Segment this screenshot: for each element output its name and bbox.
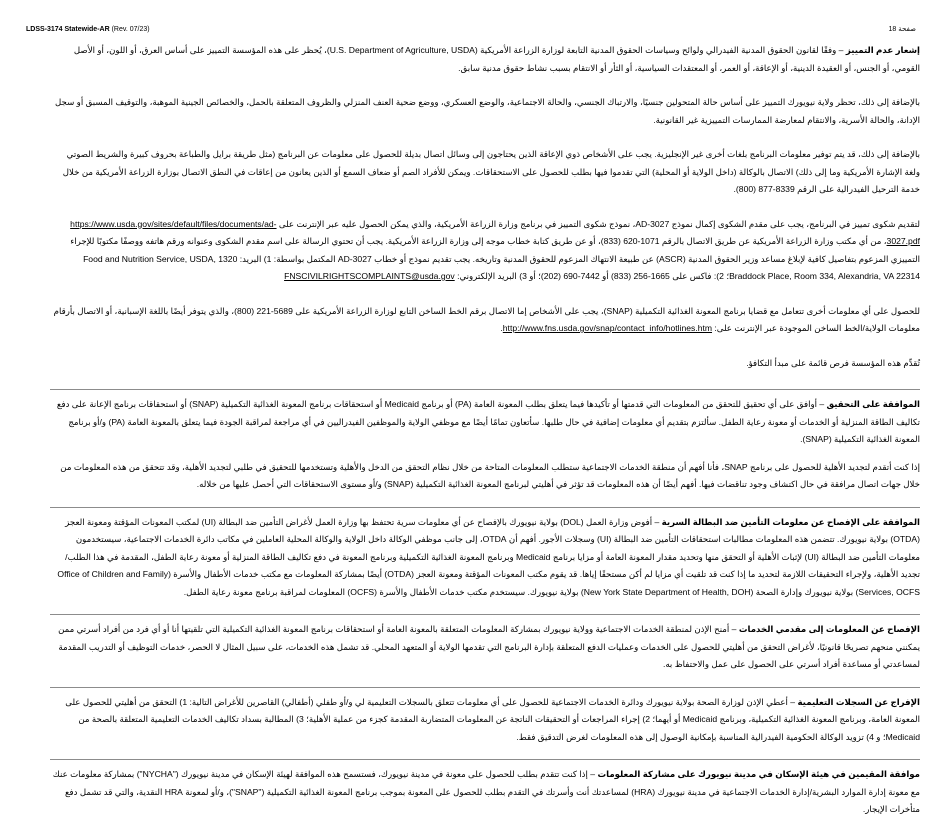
- provider-disclosure-text: – أمنح الإذن لمنطقة الخدمات الاجتماعية وولاية نيويورك بمشاركة المعلومات المتعلقة بالمعونة العامة أو استحقاقات برنامج المعونة الغذائية التكميلية التي تلقيتها أنا أو أي فرد من أفراد أسرتي ممن يمكنني منحهم تصريحًا قانونيًا، لأغراض التحقق من أهليتي للحصول على الخدمات وعمليات الدفع المتعلقة بإدارة البرنامج التي تقدمها الولاية أو المتعهد المحلي. قد تشمل هذه الخدمات، على سبيل المثال لا الحصر، خدمات التوظيف أو التدريب المقدمة لمساعدتي أو مساعدة أفراد أسرتي على الحصول على عمل والاحتفاظ به.: [58, 624, 920, 669]
- ui-disclosure-section: [50, 514, 920, 602]
- verification-consent-section: [50, 396, 920, 494]
- snap-hotlines-link[interactable]: http://www.fns.usda.gov/snap/contact_info/hotlines.htm: [502, 323, 713, 333]
- ad3027-form-link[interactable]: https://www.usda.gov/sites/default/files/documents/ad-3027.pdf: [70, 218, 920, 246]
- equal-opportunity-statement: تُقدِّم هذه المؤسسة فرص قائمة على مبدأ التكافؤ.: [746, 357, 920, 368]
- nondiscrimination-text: – وفقًا لقانون الحقوق المدنية الفيدرالي ولوائح وسياسات الحقوق المدنية التابعة لوزارة الزراعة الأمريكية (U.S. Department of Agriculture, USDA)، يُحظر على هذه المؤسسة التمييز على أساس العرق، أو اللون، أو الأصل القومي، أو الجنس، أو العقيدة الدينية، أو الإعاقة، أو العمر، أو المعتقدات السياسية، أو الثأر أو الانتقام بسبب نشاط حقوق مدنية سابق.: [73, 45, 920, 73]
- verification-consent-heading: الموافقة على التحقيق: [826, 399, 920, 409]
- ui-disclosure-paragraph: [50, 514, 920, 602]
- section-divider: [50, 389, 920, 390]
- form-identifier: [26, 24, 150, 36]
- education-records-text: – أعطي الإذن لوزارة الصحة بولاية نيويورك ودائرة الخدمات الاجتماعية للحصول على أي معلومات تتعلق بالسجلات التعليمية لي و/أو طفلي (أطفالي) القاصرين للأغراض التالية: 1) التحقق من أهليتي للحصول على المعونة العامة، وبرنامج المعونة الغذائية التكميلية، وبرنامج Medicaid أو أيهما؛ 2) إجراء المراجعات أو التحقيقات الناتجة عن المعلومات المتضاربة المقدمة كجزء من عملية الأهلية؛ 3) المطالبة بسداد تكاليف الخدمات التعليمية المتعلقة بالصحة من Medicaid؛ و 4) تزويد الوكالة الحكومية الفيدرالية المناسبة بإمكانية الوصول إلى هذه المعلومات لغرض التدقيق فقط.: [65, 696, 920, 742]
- ui-disclosure-heading: الموافقة على الإفصاح عن معلومات التأمين ضد البطالة السرية: [661, 516, 920, 527]
- snap-hotline-paragraph: [50, 303, 920, 338]
- verification-consent-paragraph: [50, 396, 920, 449]
- snap-hotline-text-1: للحصول على أي معلومات أخرى تتعامل مع قضايا برنامج المعونة الغذائية التكميلية (SNAP)، يجب على الأشخاص إما الاتصال برقم الخط الساخن التابع لوزارة الزراعة الأمريكية على 5689-221 (800)، والذي يتوفر أيضًا باللغة الإسبانية، أو الاتصال بأرقام معلومات الولاية/الخط الساخن الموجودة عبر الإنترنت على:: [53, 305, 920, 333]
- languages-accessibility-paragraph: بالإضافة إلى ذلك، قد يتم توفير معلومات البرنامج بلغات أخرى غير الإنجليزية. يجب على الأشخاص ذوي الإعاقة الذين يحتاجون إلى وسائل اتصال بديلة للحصول على معلومات عن البرنامج (مثل طريقة برايل والطباعة بحروف كبيرة والشريط الصوتي ولغة الإشارة الأمريكية وما إلى ذلك) الاتصال بالوكالة (داخل الولاية أو المحلية) التي تقدموا فيها بطلب للحصول على الاستحقاقات. ويمكن للأفراد الصم أو ضعاف السمع أو الذين يعانون من إعاقات في النطق الاتصال بوزارة الزراعة الأمريكية من خلال خدمة الترحيل الفيدرالية على الرقم 8339-877 (800).: [62, 149, 920, 194]
- complaint-text-1: لتقديم شكوى تمييز في البرنامج، يجب على مقدم الشكوى إكمال نموذج AD-3027، نموذج شكوى التمييز في برنامج وزارة الزراعة الأمريكية، والذي يمكن الحصول عليه عبر الإنترنت على: [276, 218, 920, 229]
- section-divider: [50, 507, 920, 508]
- nycha-consent-text: – إذا كنت تتقدم بطلب للحصول على معونة في مدينة نيويورك، فستسمح هذه الموافقة لهيئة الإسكان في مدينة نيويورك ("NYCHA") بمشاركة معلومات عنك مع معونة إدارة الموارد البشرية/إدارة الخدمات الاجتماعية في مدينة نيويورك (HRA) لمساعدتك أنت وأسرتك في التقدم بطلب للحصول على المعونة بموجب برنامج المعونة الغذائية التكميلية ("SNAP")، و/أو لمعونة HRA النقدية، والتي قد تشمل دفع متأخرات الإيجار.: [52, 769, 920, 814]
- complaint-paragraph: [50, 216, 920, 286]
- education-records-paragraph: [50, 694, 920, 747]
- snap-hotline-text-2: .: [500, 323, 503, 333]
- nycha-consent-heading: موافقة المقيمين في هيئة الإسكان في مدينة نيويورك على مشاركة المعلومات: [597, 769, 920, 779]
- ui-disclosure-text: – أفوض وزارة العمل (DOL) بولاية نيويورك بالإفصاح عن أي معلومات سرية تحتفظ بها وزارة العمل لأغراض التأمين ضد البطالة (UI) لمكتب المعونات المؤقتة ومعونة العجز (OTDA) بولاية نيويورك. تتضمن هذه المعلومات مطالبات استحقاقات التأمين ضد البطالة (UI) وسجلات الأجور. أفهم أن OTDA، إلى جانب موظفي الوكالة داخل الولاية والوكالة المحلية العاملين في مكاتب دائرة الخدمات الاجتماعية، سيستخدمون معلومات التأمين ضد البطالة (UI) لإثبات الأهلية أو التحقق منها وتحديد مقدار المعونة العامة أو مزايا برنامج Medicaid وبرنامج المعونة الغذائية التكميلية وبرنامج المعونة في دفع تكاليف الطاقة المنزلية أو معونة رعاية الطفل، المقدمة في هذا الطلب/تجديد الأهلية، ولإجراء التحقيقات اللازمة لتحديد ما إذا كنت قد تلقيت أي مزايا لم أكن مستحقًا إياها. قد يقوم مكتب المعونات المؤقتة ومعونة العجز (OTDA) أيضًا بمشاركة المعلومات مع مكتب خدمات الأطفال والأسرة (Office of Children and Family Services, OCFS) بولاية نيويورك وإدارة الصحة (New York State Department of Health, DOH) بولاية نيويورك. سيستخدم مكتب خدمات الأطفال والأسرة (OCFS) المعلومات لمراقبة برنامج معونة رعاية الطفل.: [57, 516, 920, 597]
- mail-address: Food and Nutrition Service, USDA, 1320 Braddock Place, Room 334, Alexandria, VA 22314: [83, 253, 920, 281]
- education-records-heading: الإفراج عن السجلات التعليمية: [797, 696, 920, 707]
- nycha-consent-paragraph: [50, 766, 920, 819]
- provider-disclosure-section: [50, 621, 920, 674]
- form-revision: (Rev. 07/23): [111, 26, 150, 33]
- form-code: LDSS-3174 Statewide-AR: [26, 26, 110, 33]
- snap-recertification-paragraph: إذا كنت أتقدم لتجديد الأهلية للحصول على برنامج SNAP، فأنا أفهم أن منطقة الخدمات الاجتماعية ستطلب المعلومات المتاحة من خلال نظام التحقق من الدخل والأهلية وتستخدمها للتحقيق في طلبي لتجديد الأهلية، وقد تتحقق من هذه المعلومات من خلال جهات اتصال مرافقة في حال اكتشاف وجود تناقضات فيها. أفهم أيضًا أن هذه المعلومات قد تؤثر في أهليتي لبرنامج المعونة الغذائية التكميلية (SNAP) و/أو مستوى الاستحقاقات التي أحصل عليها من خلاله.: [60, 461, 920, 489]
- page-number: صفحة 18: [888, 26, 916, 33]
- education-records-section: [50, 694, 920, 747]
- complaint-email-link[interactable]: FNSCIVILRIGHTSCOMPLAINTS@usda.gov: [284, 271, 455, 281]
- verification-consent-text: – أوافق على أي تحقيق للتحقق من المعلومات التي قدمتها أو تأكيدها فيما يتعلق بطلب المعونة العامة (PA) أو برنامج Medicaid أو استحقاقات برنامج المعونة الغذائية التكميلية (SNAP) أو استحقاقات برنامج الإعانة على دفع تكاليف الطاقة المنزلية أو الخدمات أو معونة رعاية الطفل. سألتزم بتقديم أي معلومات إضافية في حال طلبها. سأتعاون تمامًا أيضًا مع موظفي الولاية والموظفين الفيدراليين في أي مراجعة لمراقبة الجودة فيما يتعلق بالمعونة العامة (PA) و/أو برنامج المعونة الغذائية التكميلية (SNAP).: [56, 399, 920, 444]
- section-divider: [50, 759, 920, 760]
- nondiscrimination-paragraph: [50, 42, 920, 77]
- provider-disclosure-heading: الإفصاح عن المعلومات إلى مقدمي الخدمات: [738, 624, 920, 634]
- ny-additional-protections-paragraph: بالإضافة إلى ذلك، تحظر ولاية نيويورك التمييز على أساس حالة المتحولين جنسيًا، والارتباك الجنسي، والحالة الاجتماعية، والوضع العسكري، ووضع ضحية العنف المنزلي والظروف المتعلقة بالحمل، والخصائص الجينية الموهبة، والتوقيف المسبق أو سجل الإدانة، والحالة الأسرية، والانتقام لمعارضة الممارسات التمييزية غير القانونية.: [55, 97, 920, 125]
- section-divider: [50, 614, 920, 615]
- nondiscrimination-heading: إشعار عدم التمييز: [845, 45, 920, 55]
- provider-disclosure-paragraph: [50, 621, 920, 674]
- complaint-text-3: ؛ 2): فاكس على 1665-256 (833) أو 7442-690 (202)؛ أو 3) البريد الإلكتروني:: [454, 271, 730, 281]
- page-header: [26, 24, 916, 36]
- section-divider: [50, 687, 920, 688]
- complaint-text-2: ، من أي مكتب وزارة الزراعة الأمريكية عن طريق الاتصال بالرقم 1071-620 (833)، أو عن طريق كتابة خطاب موجه إلى وزارة الزراعة الأمريكية. يجب أن تحتوي الرسالة على اسم مقدم الشكوى وعنوانه ورقم هاتفه ووصفًا مكتوبًا للإجراء التمييزي المزعوم بتفاصيل كافية لإبلاغ مساعد وزير الحقوق المدنية (ASCR) عن طبيعة الانتهاك المزعوم للحقوق المدنية وتاريخه. يجب تقديم نموذج أو خطاب AD-3027 المكتمل بواسطة: 1) البريد:: [70, 236, 920, 264]
- nycha-consent-section: [50, 766, 920, 819]
- document-body: [50, 42, 920, 832]
